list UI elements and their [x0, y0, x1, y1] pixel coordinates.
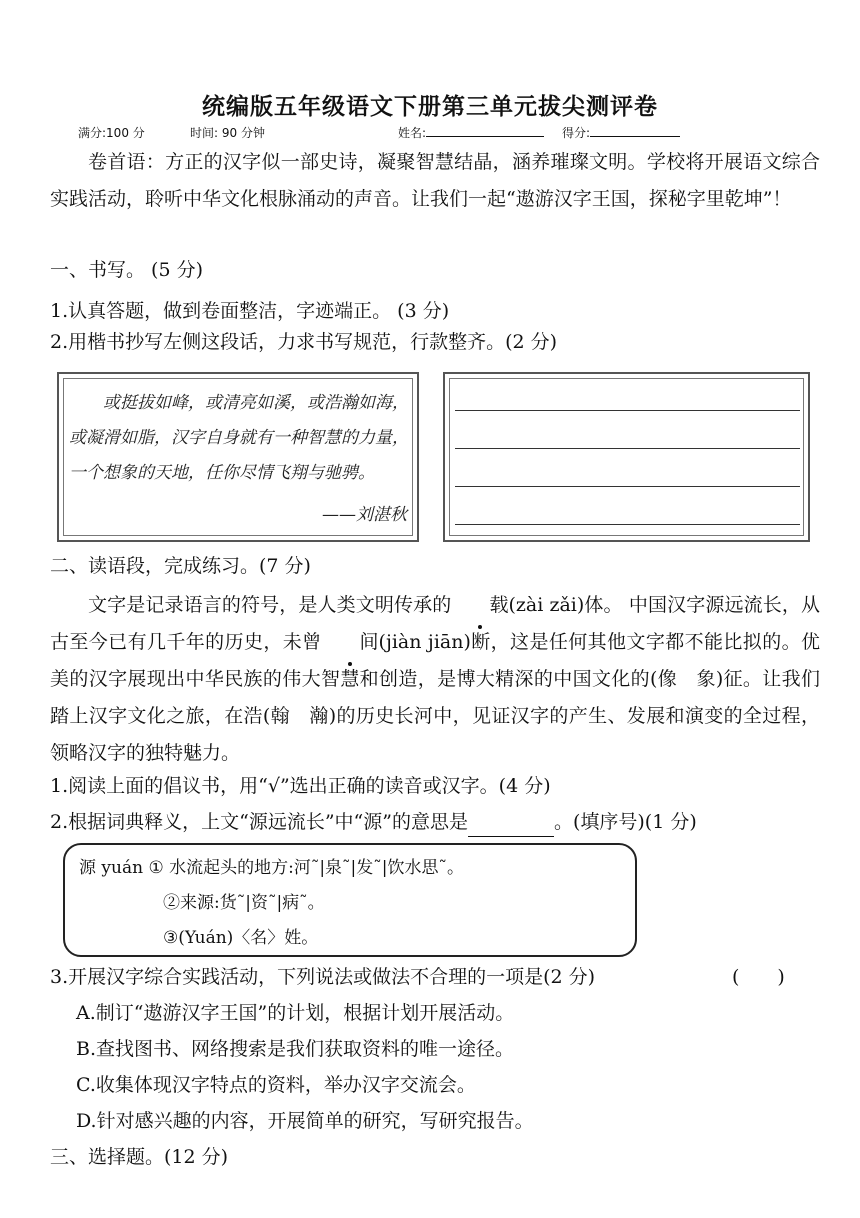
copy-source-box — [57, 372, 419, 542]
section3-heading: 三、选择题。(12 分) — [50, 1146, 229, 1168]
dict-entry-1: 源 yuán ① 水流起头的地方:河˜|泉˜|发˜|饮水思˜。 — [79, 858, 464, 878]
dotted-char-zai: 载 — [451, 587, 508, 624]
writing-area[interactable] — [443, 372, 810, 542]
answer-paren[interactable]: ( ) — [732, 966, 785, 988]
dotted-char-jian: 间 — [322, 624, 379, 661]
score-field-label: 得分: — [562, 124, 590, 141]
score-blank[interactable] — [590, 124, 680, 137]
section1-heading: 一、书写。 (5 分) — [50, 259, 203, 281]
section2-q3: 3.开展汉字综合实践活动，下列说法或做法不合理的一项是(2 分) — [50, 966, 596, 988]
time-limit: 时间: 90 分钟 — [190, 126, 265, 140]
section2-q2: 2.根据词典释义，上文“源远流长”中“源”的意思是 。(填序号)(1 分) — [50, 807, 697, 837]
page-title: 统编版五年级语文下册第三单元拔尖测评卷 — [202, 94, 658, 120]
option-a: A.制订“遨游汉字王国”的计划，根据计划开展活动。 — [76, 1002, 515, 1024]
dict-entry-2: ②来源:货˜|资˜|病˜。 — [163, 893, 325, 913]
option-b: B.查找图书、网络搜索是我们获取资料的唯一途径。 — [76, 1038, 515, 1060]
writing-line[interactable] — [455, 410, 800, 411]
copy-source-text: 或挺拔如峰，或清亮如溪，或浩瀚如海，或凝滑如脂，汉字自身就有一种智慧的力量，一个想象的天地，任你尽情飞翔与驰骋。 — [69, 393, 409, 483]
name-field-label: 姓名: — [398, 124, 426, 141]
copy-source-author: ——刘湛秋 — [322, 505, 407, 525]
option-c: C.收集体现汉字特点的资料，举办汉字交流会。 — [76, 1074, 476, 1096]
option-d: D.针对感兴趣的内容，开展简单的研究，写研究报告。 — [76, 1110, 534, 1132]
dictionary-box — [63, 843, 637, 957]
intro-paragraph: 卷首语：方正的汉字似一部史诗，凝聚智慧结晶，涵养璀璨文明。学校将开展语文综合实践活动，聆听中华文化根脉涌动的声音。让我们一起“遨游汉字王国，探秘字里乾坤”！ — [50, 151, 820, 210]
answer-blank[interactable] — [468, 816, 554, 837]
name-blank[interactable] — [426, 124, 544, 137]
section2-passage: 文字是记录语言的符号，是人类文明传承的 载(zài zǎi)体。 中国汉字源远流长，从古至今已有几千年的历史，未曾 间(jiàn jiān)断，这是任何其他文字都不能比拟的。优美的汉字展现出中华民族的伟大智慧和创造，是博大精深的中国文化的(像 象)征。让我们踏上汉字文化之旅，在浩(翰 瀚)的历史长河中，见证汉字的产生、发展和演变的全过程，领略汉字的独特魅力。 — [50, 587, 820, 772]
full-score: 满分:100 分 — [78, 126, 145, 140]
section1-q2: 2.用楷书抄写左侧这段话，力求书写规范，行款整齐。(2 分) — [50, 331, 558, 353]
section1-q1: 1.认真答题，做到卷面整洁，字迹端正。 (3 分) — [50, 300, 450, 322]
writing-line[interactable] — [455, 448, 800, 449]
writing-line[interactable] — [455, 524, 800, 525]
section2-heading: 二、读语段，完成练习。(7 分) — [50, 555, 311, 577]
section2-q1: 1.阅读上面的倡议书，用“√”选出正确的读音或汉字。(4 分) — [50, 775, 551, 797]
writing-line[interactable] — [455, 486, 800, 487]
dict-entry-3: ③(Yuán)〈名〉姓。 — [163, 928, 319, 948]
